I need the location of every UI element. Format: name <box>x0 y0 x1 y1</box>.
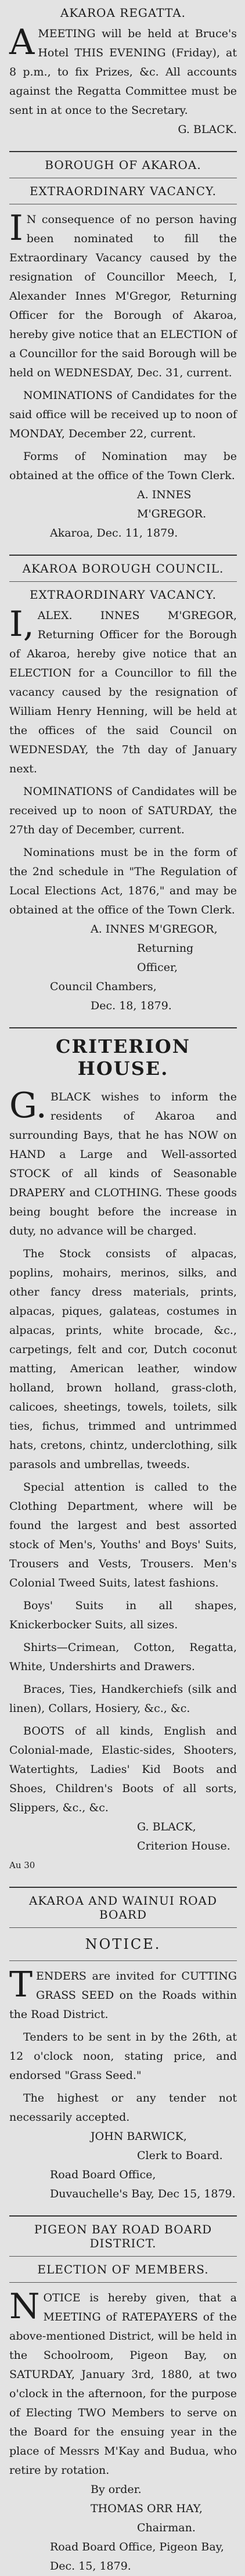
roadboard-title: Clerk to Board. <box>137 2149 223 2162</box>
roadboard-body-3: The highest or any tender not necessarily accepted. <box>9 2092 237 2124</box>
roadboard-date: Duvauchelle's Bay, Dec 15, 1879. <box>50 2188 236 2200</box>
roadboard-heading: AKAROA AND WAINUI ROAD BOARD <box>28 1894 218 1922</box>
pigeonbay-byorder: By order. <box>91 2483 142 2496</box>
pigeonbay-address: Road Board Office, Pigeon Bay, <box>50 2541 224 2553</box>
divider <box>9 1027 237 1028</box>
divider <box>9 1960 237 1961</box>
regatta-signature: G. BLACK. <box>178 123 237 136</box>
roadboard-signature: JOHN BARWICK, <box>91 2130 187 2143</box>
pigeonbay-date: Dec. 15, 1879. <box>50 2560 131 2573</box>
borough-notice <box>9 158 237 543</box>
council-notice <box>9 562 237 1016</box>
borough-subheading: EXTRAORDINARY VACANCY. <box>29 184 217 198</box>
divider <box>9 151 237 152</box>
council-body-3: Nominations must be in the form of the 2nd schedule in "The Regulation of Local Elections Act, 1876," and may be obtained at the office of the Town Clerk. <box>9 846 237 916</box>
divider <box>9 581 237 582</box>
pigeonbay-subheading: ELECTION OF MEMBERS. <box>37 2262 209 2276</box>
borough-body-2: NOMINATIONS of Candidates for the said office will be received up to noon of MONDAY, December 22, current. <box>9 389 237 440</box>
criterion-body-5: Shirts—Crimean, Cotton, Regatta, White, Undershirts and Drawers. <box>9 1641 237 1673</box>
roadboard-subheading: NOTICE. <box>85 1936 161 1952</box>
borough-body-1: IN consequence of no person having been nominated to fill the Extraordinary Vacancy caused by the resignation of Councillor Meech, I, Alexander Innes M'Gregor, Returning Officer for the Borough of Akaroa, hereby give notice that an ELECTION of a Councillor for the said Borough will be held on WEDNESDAY, Dec. 31, current. <box>9 208 237 379</box>
roadboard-body-2: Tenders to be sent in by the 26th, at 12 o'clock noon, stating price, and endorsed "Grass Seed." <box>9 2031 237 2082</box>
council-subheading: EXTRAORDINARY VACANCY. <box>29 588 217 602</box>
criterion-body-6: Braces, Ties, Handkerchiefs (silk and linen), Collars, Hosiery, &c., &c. <box>9 1683 237 1715</box>
borough-body-3: Forms of Nomination may be obtained at the office of the Town Clerk. <box>9 450 237 482</box>
criterion-heading: CRITERION HOUSE. <box>56 1035 190 1080</box>
regatta-heading: AKAROA REGATTA. <box>60 6 186 20</box>
council-address: Council Chambers, <box>50 980 157 993</box>
borough-signature: A. INNES M'GREGOR. <box>137 488 207 520</box>
borough-date: Akaroa, Dec. 11, 1879. <box>50 527 178 539</box>
divider <box>9 555 237 556</box>
criterion-advert <box>9 1035 237 1875</box>
pigeonbay-notice <box>9 2222 237 2576</box>
pigeonbay-heading: PIGEON BAY ROAD BOARD DISTRICT. <box>34 2222 212 2250</box>
criterion-location: Criterion House. <box>137 1840 230 1852</box>
council-heading: AKAROA BOROUGH COUNCIL. <box>22 562 224 575</box>
divider <box>9 2215 237 2217</box>
pigeonbay-body-1: NOTICE is hereby given, that a MEETING of RATEPAYERS of the above-mentioned District, will be held in the Schoolroom, Pigeon Bay, on SATURDAY, January 3rd, 1880, at two o'clock in the afternoon, for the purpose of Electing TWO Members to serve on the Board for the ensuing year in the place of Messrs M'Kay and Budua, who retire by rotation. <box>9 2286 237 2477</box>
regatta-notice <box>9 6 237 139</box>
council-signature: A. INNES M'GREGOR, <box>91 923 218 936</box>
criterion-signature: G. BLACK, <box>137 1821 196 1833</box>
council-date: Dec. 18, 1879. <box>91 999 172 1012</box>
divider <box>9 2282 237 2283</box>
criterion-body-7: BOOTS of all kinds, English and Colonial-made, Elastic-sides, Shooters, Watertights, Ladies' Kid Boots and Shoes, Children's Boots of all sorts, Slippers, &c., &c. <box>9 1725 237 1814</box>
criterion-dateline: Au 30 <box>9 1860 35 1870</box>
council-body-2: NOMINATIONS of Candidates will be received up to noon of SATURDAY, the 27th day of December, current. <box>9 785 237 836</box>
borough-heading: BOROUGH OF AKAROA. <box>45 158 201 172</box>
council-title: Returning Officer, <box>137 942 194 974</box>
roadboard-notice <box>9 1894 237 2204</box>
roadboard-body-1: TENDERS are invited for CUTTING GRASS SEED on the Roads within the Road District. <box>9 1965 237 2021</box>
criterion-body-2: The Stock consists of alpacas, poplins, mohairs, merinos, silks, and other fancy dress materials, prints, alpacas, piques, galateas, costumes in alpacas, prints, white brocade, &c., carpetings, felt and cor, Dutch coconut matting, American leather, window holland, brown holland, grass-cloth, calicoes, sheetings, towels, toilets, silk ties, fichus, trimmed and untrimmed hats, cretons, chintz, underclothing, silk parasols and umbrellas, tweeds. <box>9 1247 237 1471</box>
council-body-1: I,ALEX. INNES M'GREGOR, Returning Officer for the Borough of Akaroa, hereby give notice that an ELECTION for a Councillor to fill the vacancy caused by the resignation of William Henry Henning, will be held at the offices of the said Council on WEDNESDAY, the 7th day of January next. <box>9 604 237 775</box>
divider <box>9 2256 237 2257</box>
divider <box>9 1887 237 1888</box>
pigeonbay-signature: THOMAS ORR HAY, <box>91 2502 203 2515</box>
pigeonbay-title: Chairman. <box>137 2521 196 2534</box>
roadboard-address: Road Board Office, <box>50 2168 156 2181</box>
criterion-body-4: Boys' Suits in all shapes, Knickerbocker Suits, all sizes. <box>9 1599 237 1631</box>
divider <box>9 1927 237 1928</box>
regatta-body: AMEETING will be held at Bruce's Hotel THIS EVENING (Friday), at 8 p.m., to fix Prizes, &c. All accounts against the Regatta Committee must be sent in at once to the Secretary. <box>9 22 237 117</box>
criterion-body-3: Special attention is called to the Clothing Department, where will be found the largest and best assorted stock of Men's, Youths' and Boys' Suits, Trousers and Vests, Trousers. Men's Colonial Tweed Suits, latest fashions. <box>9 1481 237 1589</box>
criterion-body-1: G.BLACK wishes to inform the residents of Akaroa and surrounding Bays, that he has NOW on HAND a Large and Well-assorted STOCK of all kinds of Seasonable DRAPERY and CLOTHING. These goods being bought before the increase in duty, no advance will be charged. <box>9 1085 237 1237</box>
